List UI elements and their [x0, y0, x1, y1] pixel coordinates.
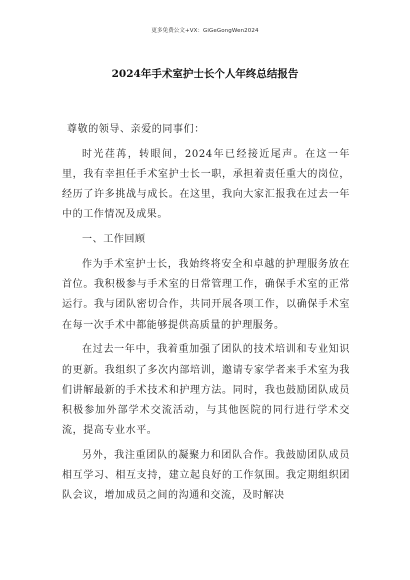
paragraph-teamwork: 另外，我注重团队的凝聚力和团队合作。我鼓励团队成员相互学习、相互支持，建立起良好的工作氛围。我定期组织团队会议，增加成员之间的沟通和交流，及时解决	[62, 450, 350, 502]
document-body	[62, 120, 350, 511]
document-title: 2024年手术室护士长个人年终总结报告	[111, 68, 299, 80]
paragraph-role: 作为手术室护士长，我始终将安全和卓越的护理服务放在首位。我积极参与手术室的日常管理工作，确保手术室的正常运行。我与团队密切合作，共同开展各项工作，以确保手术室在每一次手术中都能够提供高质量的护理服务。	[62, 259, 350, 331]
paragraph-training: 在过去一年中，我着重加强了团队的技术培训和专业知识的更新。我组织了多次内部培训，邀请专家学者来手术室为我们讲解最新的手术技术和护理方法。同时，我也鼓励团队成员积极参加外部学术交流活动，与其他医院的同行进行学术交流，提高专业水平。	[62, 344, 350, 437]
section-heading-work-review: 一、工作回顾	[82, 234, 146, 246]
header-note: 更多免费公文+VX：GiGeGongWen2024	[151, 28, 259, 34]
salutation: 尊敬的领导、亲爱的同事们：	[67, 124, 205, 135]
paragraph-intro: 时光荏苒，转眼间，2024年已经接近尾声。在这一年里，我有幸担任手术室护士长一职，承担着责任重大的岗位，经历了许多挑战与成长。在这里，我向大家汇报我在过去一年中的工作情况及成果。	[62, 148, 350, 221]
